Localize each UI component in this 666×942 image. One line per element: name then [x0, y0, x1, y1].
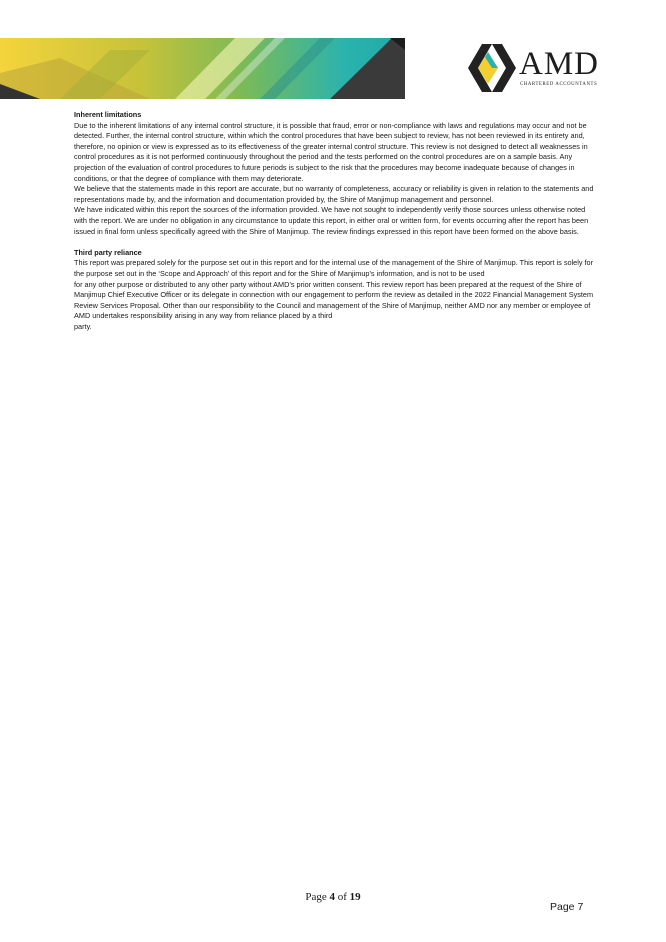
paragraph: We have indicated within this report the sources of the information provided. We have not sought to independently verify those sources unless otherwise noted with the report. We are under no obligation in any circumstance to update this report, in either oral or written form, for events occurring after the report has been issued in final form unless specifically agreed with the Shire of Manjimup. The review findings expressed in this report have been formed on the above basis.: [74, 205, 589, 236]
page-current: 4: [329, 891, 335, 903]
logo-wordmark: AMD: [519, 46, 600, 82]
amd-chevron-icon: [466, 44, 516, 92]
report-body: [74, 110, 597, 332]
page-of: of: [334, 891, 350, 903]
page-total: 19: [349, 891, 361, 903]
paragraph: party.: [74, 321, 92, 331]
paragraph: This report was prepared solely for the purpose set out in this report and for the internal use of the management of the Shire of Manjimup. This report is solely for the purpose set out in the ‘Scope and Approach’ of this report and for the Shire of Manjimup’s information, and is not to be used: [74, 258, 594, 278]
section-spacer: [74, 237, 597, 248]
amd-logo: [466, 44, 606, 92]
section-inherent-limitations: [74, 110, 597, 237]
paragraph: Due to the inherent limitations of any internal control structure, it is possible that fraud, error or non-compliance with laws and regulations may occur and not be detected. Further, the internal control structure, within which the control procedures that have been subject to review, has not been reviewed in its entirety and, therefore, no opinion or view is expressed as to its effectiveness of the greater internal control structure. This review is not designed to detect all weaknesses in control procedures as it is not performed continuously throughout the period and the tests performed on the control procedures are on a sample basis. Any projection of the evaluation of control procedures to future periods is subject to the risk that the procedures may become inadequate because of changes in conditions, or that the degree of compliance with them may deteriorate.: [74, 120, 588, 183]
paragraph: We believe that the statements made in this report are accurate, but no warranty of completeness, accuracy or reliability is given in relation to the statements and representations made by, and the information and documentation provided by, the Shire of Manjimup management and personnel.: [74, 184, 594, 204]
page-prefix: Page: [305, 891, 330, 903]
paragraph: for any other purpose or distributed to any other party without AMD’s prior written consent. This review report has been prepared at the request of the Shire of Manjimup Chief Executive Officer or its delegate in connection with our engagement to perform the review as detailed in the 2022 Financial Management System Review Services Proposal. Other than our responsibility to the Council and management of the Shire of Manjimup, neither AMD nor any member or employee of AMD undertakes responsibility arising in any way from reliance placed by a third: [74, 279, 594, 321]
section-heading: Third party reliance: [74, 247, 142, 257]
section-heading: Inherent limitations: [74, 110, 142, 119]
logo-subtitle: CHARTERED ACCOUNTANTS: [520, 82, 598, 87]
page-number-right: Page 7: [550, 901, 584, 913]
section-third-party-reliance: [74, 248, 597, 333]
header-banner: [0, 38, 405, 99]
